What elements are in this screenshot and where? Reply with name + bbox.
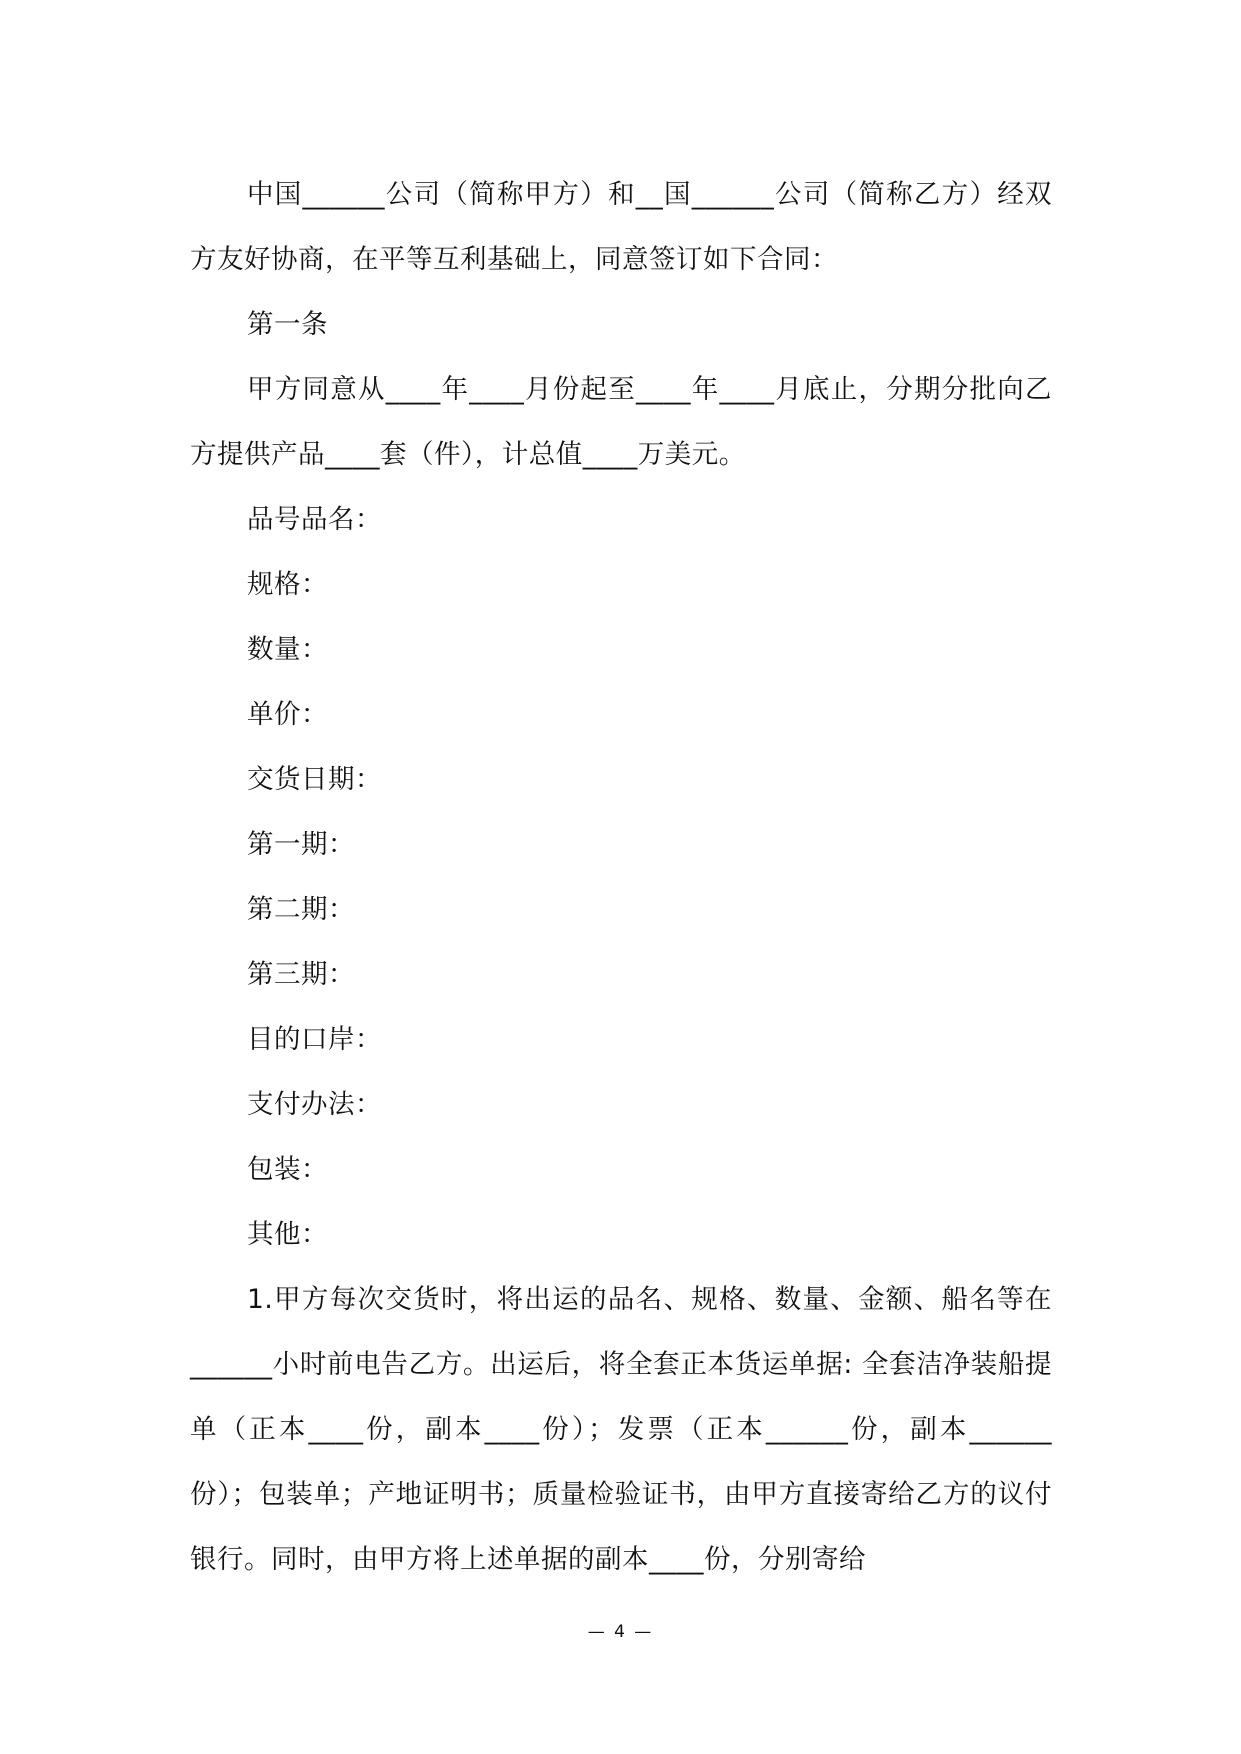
article-heading: 第一条 xyxy=(247,309,328,340)
clause-one-text: 1.甲方每次交货时，将出运的品名、规格、数量、金额、船名等在______小时前电告乙方。出运后，将全套正本货运单据: 全套洁净装船提单（正本____份，副本____份）；发票（正本______份，副本______份）；包装单；产地证明书；质量检验证书，由甲方直接寄给乙方的议付银行。同时，由甲方将上述单据的副本____份，分别寄给 xyxy=(190,1284,1052,1575)
item-product-name: 品号品名： xyxy=(247,504,382,535)
item-phase-three: 第三期： xyxy=(247,959,355,990)
item-payment-method: 支付办法： xyxy=(247,1089,382,1120)
item-packaging: 包装： xyxy=(247,1154,328,1185)
item-phase-two: 第二期： xyxy=(247,894,355,925)
item-delivery-date: 交货日期： xyxy=(247,764,382,795)
item-specification: 规格： xyxy=(247,569,328,600)
item-destination-port: 目的口岸： xyxy=(247,1024,382,1055)
item-other: 其他： xyxy=(247,1219,328,1250)
item-unit-price: 单价： xyxy=(247,699,328,730)
article-one-text: 甲方同意从____年____月份起至____年____月底止，分期分批向乙方提供产品____套（件），计总值____万美元。 xyxy=(190,374,1052,470)
item-phase-one: 第一期： xyxy=(247,829,355,860)
contract-preamble: 中国______公司（简称甲方）和__国______公司（简称乙方）经双方友好协商，在平等互利基础上，同意签订如下合同： xyxy=(190,179,1052,275)
item-quantity: 数量： xyxy=(247,634,328,665)
page-number: — 4 — xyxy=(587,1622,654,1642)
contract-body xyxy=(190,162,1052,1592)
